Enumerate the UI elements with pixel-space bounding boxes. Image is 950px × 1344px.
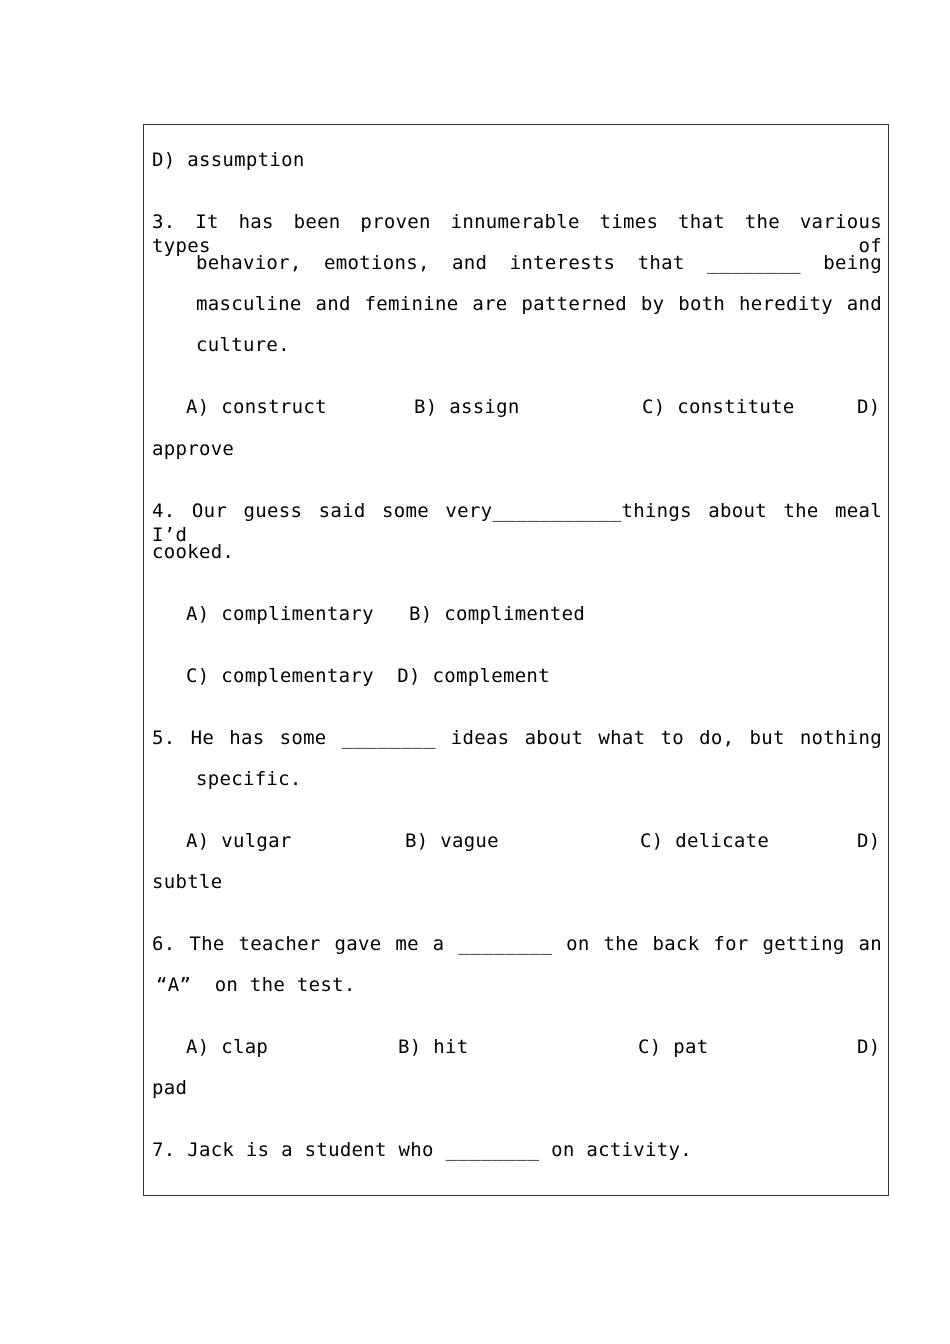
- q6-stem-line-2: “A” on the test.: [156, 974, 356, 996]
- q3-option-b: B) assign: [414, 396, 520, 418]
- q5-option-c: C) delicate: [640, 830, 770, 852]
- q6-option-d-label: D): [857, 1036, 881, 1058]
- q3-stem-line-1: 3. It has been proven innumerable times that the various types of: [152, 211, 882, 257]
- q7-stem: 7. Jack is a student who ________ on activity.: [152, 1139, 692, 1161]
- q5-option-a: A) vulgar: [186, 830, 292, 852]
- q3-option-d-text: approve: [152, 438, 235, 460]
- q3-option-c: C) constitute: [642, 396, 795, 418]
- q2-option-d: D) assumption: [152, 149, 305, 171]
- q6-option-b: B) hit: [398, 1036, 469, 1058]
- q4-options-row-1: A) complimentary B) complimented: [186, 603, 586, 625]
- q3-stem-line-4: culture.: [196, 334, 290, 356]
- q4-stem-line-1: 4. Our guess said some very___________things about the meal I’d: [152, 500, 882, 546]
- q5-option-d-text: subtle: [152, 871, 223, 893]
- q6-stem-line-1: 6. The teacher gave me a ________ on the back for getting an: [152, 933, 882, 955]
- q3-stem-line-3: masculine and feminine are patterned by both heredity and: [196, 293, 882, 315]
- q4-options-row-2: C) complementary D) complement: [186, 665, 550, 687]
- q5-option-d-label: D): [857, 830, 881, 852]
- q3-option-d-label: D): [857, 396, 881, 418]
- q5-stem-line-1: 5. He has some ________ ideas about what to do, but nothing: [152, 727, 882, 749]
- q5-stem-line-2: specific.: [196, 768, 302, 790]
- q3-stem-line-2: behavior, emotions, and interests that ________ being: [196, 252, 882, 274]
- q6-option-d-text: pad: [152, 1077, 188, 1099]
- q3-option-a: A) construct: [186, 396, 327, 418]
- q6-option-c: C) pat: [638, 1036, 709, 1058]
- q4-stem-line-2: cooked.: [152, 541, 235, 563]
- q5-option-b: B) vague: [405, 830, 499, 852]
- q6-option-a: A) clap: [186, 1036, 269, 1058]
